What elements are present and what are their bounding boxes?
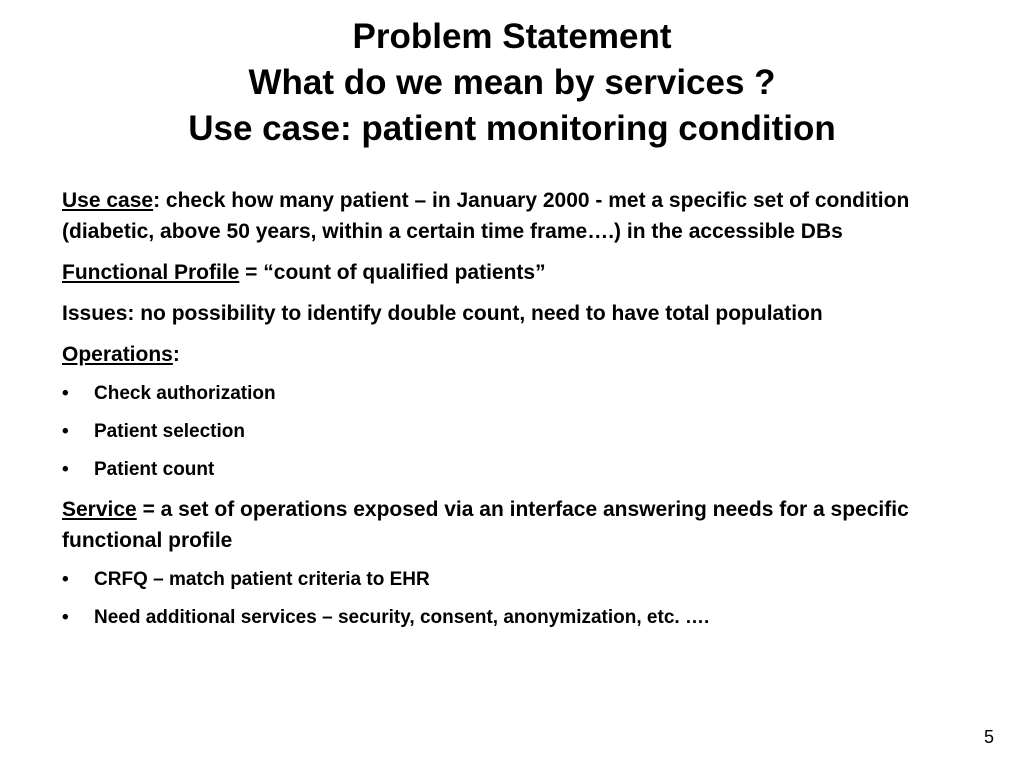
service-paragraph — [62, 494, 962, 556]
service-term: Service — [62, 498, 137, 521]
issues-text: Issues: no possibility to identify double count, need to have total population — [62, 302, 823, 325]
service-text: = a set of operations exposed via an interface answering needs for a specific functional profile — [62, 498, 909, 552]
bullet-icon: • — [62, 569, 69, 590]
title-line-3: Use case: patient monitoring condition — [188, 109, 836, 148]
title-line-1: Problem Statement — [352, 17, 672, 56]
slide-title — [0, 14, 1024, 152]
operations-term: Operations — [62, 343, 173, 366]
list-item — [62, 418, 962, 446]
use-case-term: Use case — [62, 189, 154, 212]
bullet-icon: • — [62, 383, 69, 404]
list-item — [62, 566, 962, 594]
list-item-label: CRFQ – match patient criteria to EHR — [94, 569, 430, 590]
list-item-label: Check authorization — [94, 383, 276, 404]
bullet-icon: • — [62, 459, 69, 480]
operations-list — [62, 380, 962, 484]
functional-profile-term: Functional Profile — [62, 261, 240, 284]
bullet-icon: • — [62, 607, 69, 628]
issues-paragraph — [62, 298, 962, 329]
bullet-icon: • — [62, 421, 69, 442]
functional-profile-paragraph — [62, 257, 962, 288]
list-item-label: Need additional services – security, consent, anonymization, etc. …. — [94, 607, 710, 628]
title-line-2: What do we mean by services ? — [248, 63, 776, 102]
use-case-paragraph — [62, 185, 962, 247]
functional-profile-text: = “count of qualified patients” — [239, 261, 546, 284]
list-item — [62, 604, 962, 632]
page-number: 5 — [983, 727, 994, 747]
list-item — [62, 456, 962, 484]
operations-heading — [62, 339, 962, 370]
operations-colon: : — [172, 343, 180, 366]
list-item-label: Patient count — [94, 459, 215, 480]
slide-body — [62, 185, 962, 642]
list-item-label: Patient selection — [94, 421, 245, 442]
service-list — [62, 566, 962, 632]
list-item — [62, 380, 962, 408]
use-case-text: : check how many patient – in January 2000 - met a specific set of condition (diabetic, above 50 years, within a certain time frame….) in the accessible DBs — [62, 189, 910, 243]
